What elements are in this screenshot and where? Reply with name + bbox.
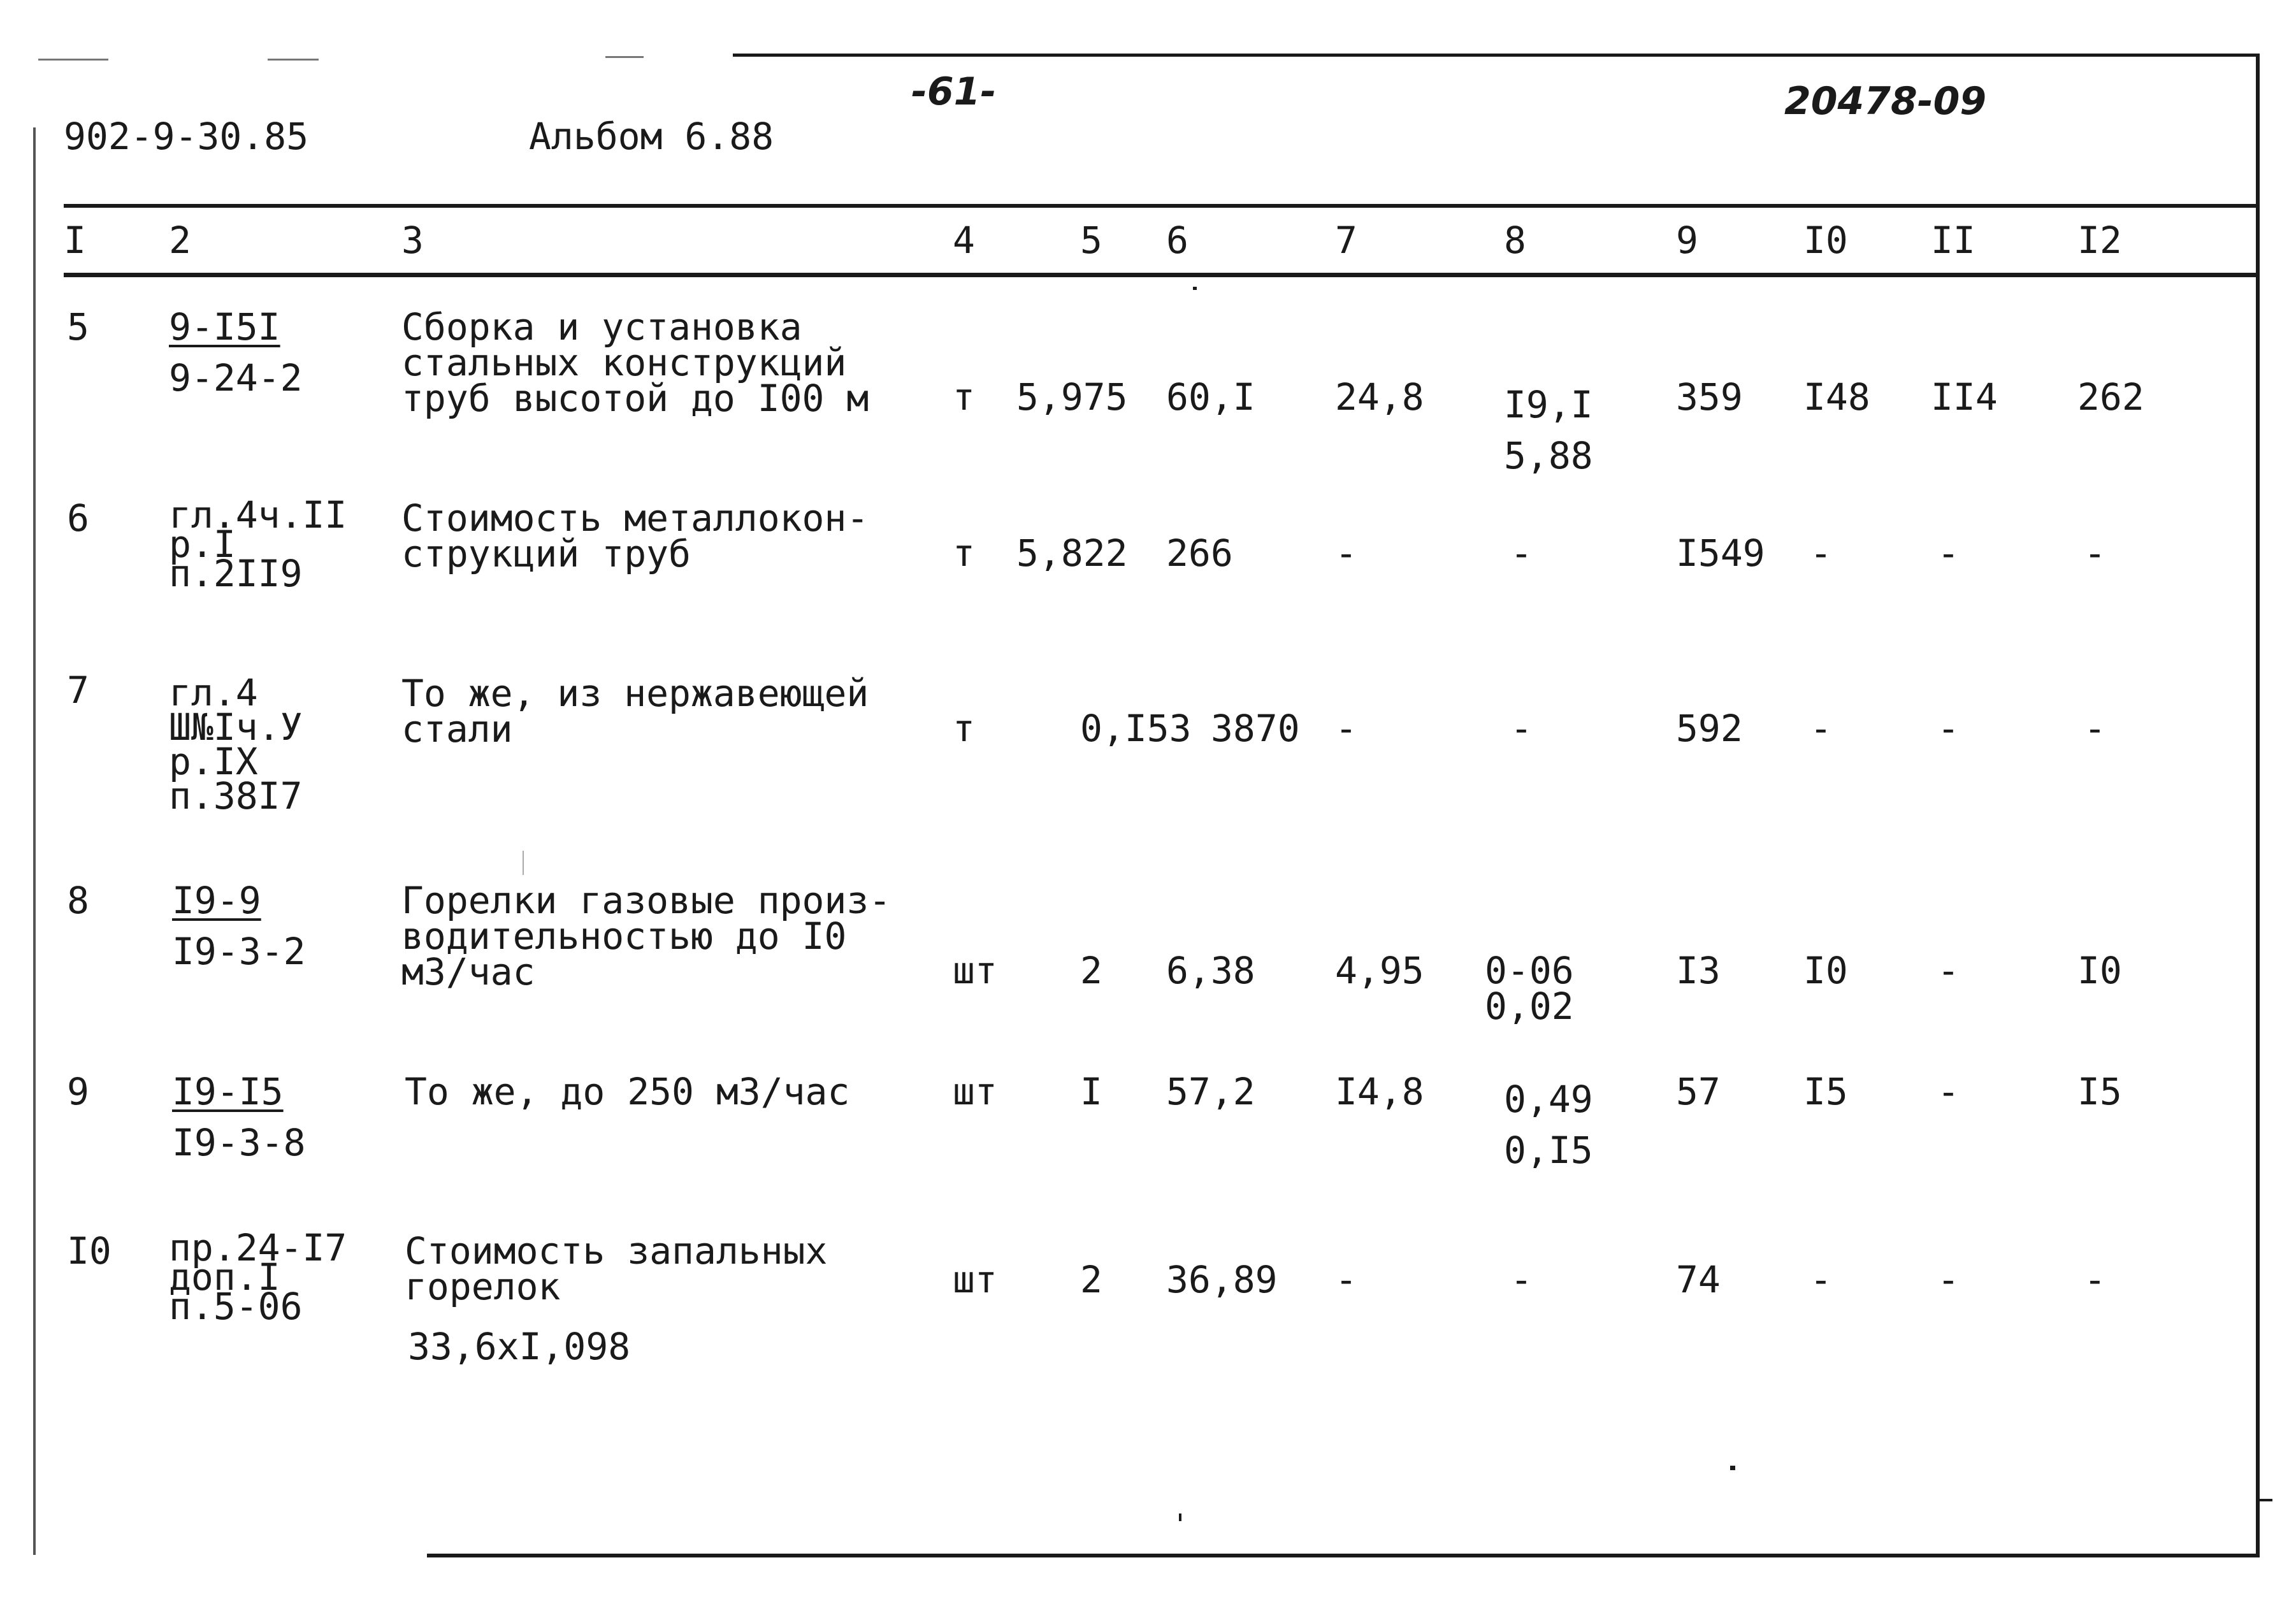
frame-top-rule bbox=[733, 54, 2259, 57]
row-number: 6 bbox=[67, 496, 89, 540]
col-9-value: I3 bbox=[1676, 949, 1721, 992]
column-header-top-rule bbox=[64, 204, 2256, 208]
col-9-value: 592 bbox=[1676, 707, 1743, 750]
quantity: 0,I53 bbox=[1080, 707, 1192, 750]
column-header: I bbox=[64, 219, 86, 262]
document-code: 902-9-30.85 bbox=[64, 115, 309, 158]
col-9-value: 57 bbox=[1676, 1070, 1721, 1113]
col-11-value: - bbox=[1937, 1258, 1960, 1301]
scan-speck bbox=[523, 851, 524, 875]
col-10-value: I0 bbox=[1803, 949, 1848, 992]
unit: т bbox=[953, 375, 975, 419]
col-11-value: - bbox=[1937, 1070, 1960, 1113]
quantity: 5,822 bbox=[1016, 531, 1128, 575]
work-description: Стоимость металлокон- струкций труб bbox=[401, 496, 869, 575]
scan-artifact-line bbox=[38, 59, 108, 61]
frame-right-rule bbox=[2256, 54, 2260, 1557]
norm-reference: 9-24-2 bbox=[169, 356, 303, 400]
column-header: 6 bbox=[1166, 219, 1188, 262]
norm-reference: пр.24-I7 доп.I п.5-06 bbox=[169, 1226, 347, 1328]
unit-price: 36,89 bbox=[1166, 1258, 1278, 1301]
scan-speck bbox=[1730, 1466, 1735, 1470]
norm-reference: гл.4ч.II р.I п.2II9 bbox=[169, 493, 347, 595]
work-description: То же, до 250 м3/час bbox=[405, 1070, 850, 1113]
scan-artifact-line bbox=[605, 56, 644, 58]
row-number: 5 bbox=[67, 305, 89, 349]
col-8-value: - bbox=[1510, 531, 1533, 575]
col-12-value: 262 bbox=[2077, 375, 2144, 419]
unit-price: 60,I bbox=[1166, 375, 1255, 419]
col-12-value: - bbox=[2084, 707, 2106, 750]
col-11-value: II4 bbox=[1931, 375, 1998, 419]
col-11-value: - bbox=[1937, 531, 1960, 575]
col-11-value: - bbox=[1937, 949, 1960, 992]
col-9-value: I549 bbox=[1676, 531, 1765, 575]
col-10-value: - bbox=[1810, 707, 1832, 750]
frame-bottom-rule bbox=[427, 1554, 2260, 1557]
quantity: I bbox=[1080, 1070, 1102, 1113]
col-7-value: - bbox=[1335, 1258, 1357, 1301]
norm-code: 9-I5I bbox=[169, 305, 280, 349]
unit-price: 3870 bbox=[1211, 707, 1300, 750]
col-8-value: 0,49 0,I5 bbox=[1504, 1078, 1593, 1172]
column-header: 3 bbox=[401, 219, 424, 262]
scan-speck bbox=[1179, 1513, 1181, 1521]
unit: шт bbox=[953, 949, 997, 992]
unit-price: 57,2 bbox=[1166, 1070, 1255, 1113]
scan-artifact-line bbox=[268, 59, 319, 61]
quantity: 2 bbox=[1080, 1258, 1102, 1301]
work-description: То же, из нержавеющей стали bbox=[401, 672, 869, 751]
col-7-value: 24,8 bbox=[1335, 375, 1424, 419]
frame-left-rule bbox=[33, 127, 36, 1555]
row-number: 8 bbox=[67, 879, 89, 922]
column-header-bottom-rule bbox=[64, 273, 2256, 277]
col-7-value: - bbox=[1335, 707, 1357, 750]
column-header: II bbox=[1931, 219, 1975, 262]
column-header: 9 bbox=[1676, 219, 1698, 262]
col-12-value: I0 bbox=[2077, 949, 2122, 992]
norm-reference: I9-3-2 bbox=[172, 930, 306, 973]
norm-reference: I9-3-8 bbox=[172, 1121, 306, 1164]
column-header: 5 bbox=[1080, 219, 1102, 262]
col-10-value: - bbox=[1810, 531, 1832, 575]
album-label: Альбом 6.88 bbox=[529, 115, 774, 158]
col-8-value: - bbox=[1510, 707, 1533, 750]
col-8-value: I9,I 5,88 bbox=[1504, 383, 1593, 477]
col-10-value: I5 bbox=[1803, 1070, 1848, 1113]
col-8-value: 0-06 0,02 bbox=[1485, 949, 1574, 1028]
norm-reference: гл.4 Ш№Iч.У р.IX п.38I7 bbox=[169, 671, 303, 818]
norm-code: I9-9 bbox=[172, 879, 261, 922]
row-number: 7 bbox=[67, 668, 89, 712]
col-11-value: - bbox=[1937, 707, 1960, 750]
col-12-value: - bbox=[2084, 531, 2106, 575]
col-8-value: - bbox=[1510, 1258, 1533, 1301]
calculation-note: 33,6xI,098 bbox=[408, 1325, 631, 1368]
col-7-value: I4,8 bbox=[1335, 1070, 1424, 1113]
quantity: 2 bbox=[1080, 949, 1102, 992]
col-9-value: 359 bbox=[1676, 375, 1743, 419]
unit: т bbox=[953, 531, 975, 575]
work-description: Стоимость запальных горелок bbox=[405, 1229, 828, 1308]
col-7-value: 4,95 bbox=[1335, 949, 1424, 992]
work-description: Сборка и установка стальных конструкций труб высотой до I00 м bbox=[401, 305, 869, 420]
quantity: 5,975 bbox=[1016, 375, 1128, 419]
column-header: I0 bbox=[1803, 219, 1848, 262]
row-number: I0 bbox=[67, 1229, 112, 1273]
unit-price: 266 bbox=[1166, 531, 1233, 575]
col-10-value: I48 bbox=[1803, 375, 1870, 419]
unit: т bbox=[953, 707, 975, 750]
frame-tick bbox=[2260, 1499, 2272, 1501]
unit: шт bbox=[953, 1258, 997, 1301]
norm-code: I9-I5 bbox=[172, 1070, 284, 1113]
page-number: -61- bbox=[911, 69, 997, 114]
column-header: 7 bbox=[1335, 219, 1357, 262]
column-header: 4 bbox=[953, 219, 975, 262]
unit: шт bbox=[953, 1070, 997, 1113]
scan-speck bbox=[1193, 287, 1197, 290]
unit-price: 6,38 bbox=[1166, 949, 1255, 992]
work-description: Горелки газовые произ- водительностью до I0 м3/час bbox=[401, 879, 892, 993]
col-9-value: 74 bbox=[1676, 1258, 1721, 1301]
col-7-value: - bbox=[1335, 531, 1357, 575]
column-header: 2 bbox=[169, 219, 191, 262]
column-header: I2 bbox=[2077, 219, 2122, 262]
column-header: 8 bbox=[1504, 219, 1526, 262]
row-number: 9 bbox=[67, 1070, 89, 1113]
col-12-value: - bbox=[2084, 1258, 2106, 1301]
inventory-number: 20478-09 bbox=[1784, 79, 1987, 124]
col-10-value: - bbox=[1810, 1258, 1832, 1301]
col-12-value: I5 bbox=[2077, 1070, 2122, 1113]
